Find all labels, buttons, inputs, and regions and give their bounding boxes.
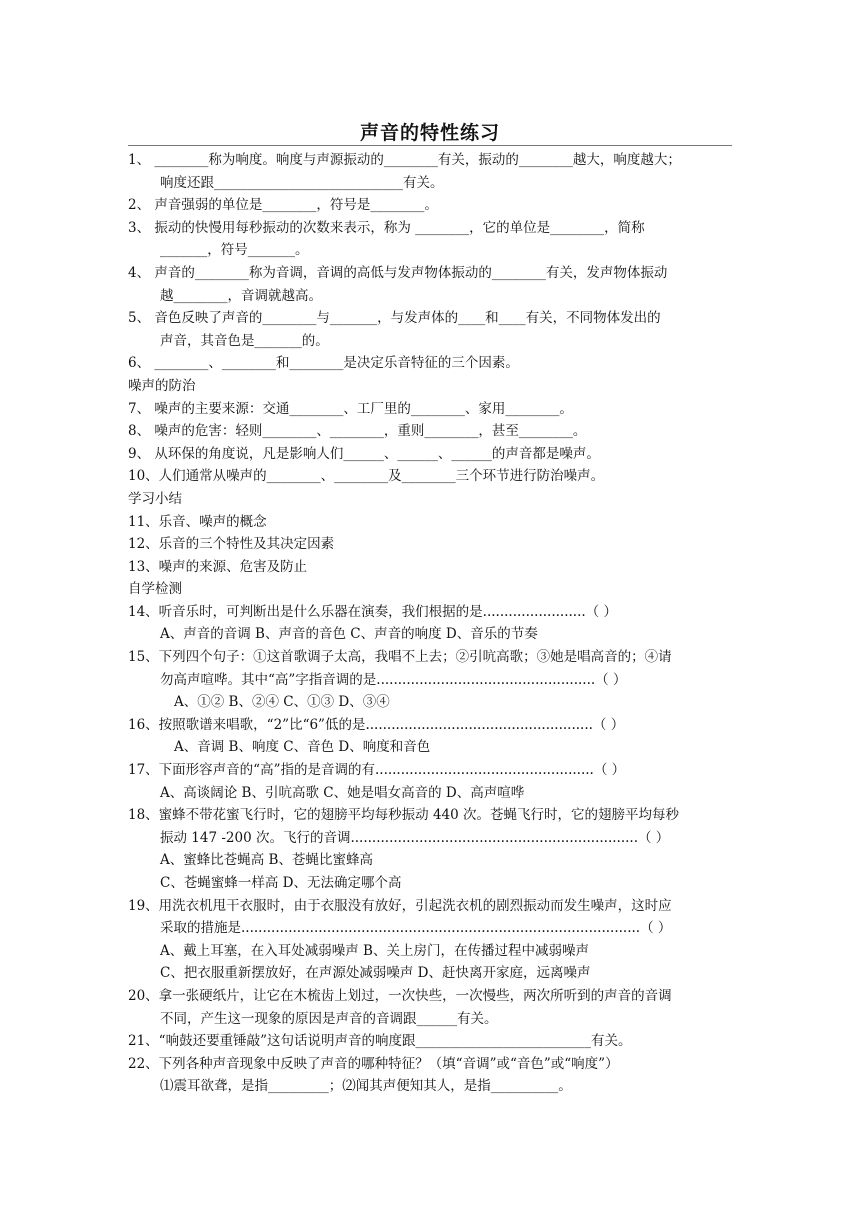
text-line: 12、乐音的三个特性及其决定因素 [128, 536, 335, 553]
text-line: 17、下面形容声音的“高”指的是音调的有...................................................（ ） [128, 762, 626, 779]
text-line: 8、 噪声的危害：轻则________、________，重则________，甚至________。 [128, 423, 587, 440]
text-line: 5、 音色反映了声音的________与_______，与发声体的____和____有关，不同物体发出的 [128, 310, 661, 327]
text-line: A、音调 B、响度 C、音色 D、响度和音色 [174, 739, 431, 756]
text-line: 20、拿一张硬纸片，让它在木梳齿上划过，一次快些，一次慢些，两次所听到的声音的音调 [128, 987, 672, 1004]
text-line: 采取的措施是.............................................................................................（ ） [160, 920, 672, 937]
text-line: 1、 ________称为响度。响度与声源振动的________有关，振动的________越大，响度越大； [128, 152, 681, 168]
text-line: _______，符号_______。 [160, 242, 309, 259]
page-title: 声音的特性练习 [359, 122, 500, 144]
text-line: 6、 ________、________和________是决定乐音特征的三个因素。 [128, 355, 519, 372]
text-line: 14、听音乐时，可判断出是什么乐器在演奏，我们根据的是........................（ ） [128, 603, 617, 620]
text-line: 振动 147 -200 次。飞行的音调...................................................................（ ） [160, 829, 670, 846]
text-line: 噪声的防治 [128, 377, 196, 394]
text-line: 不同，产生这一现象的原因是声音的音调跟______有关。 [160, 1010, 498, 1027]
text-line: 11、乐音、噪声的概念 [128, 513, 267, 530]
text-line: 勿高声喧哗。其中“高”字指音调的是...................................................（ ） [160, 671, 627, 688]
text-line: A、①② B、②④ C、①③ D、③④ [174, 694, 390, 711]
text-line: C、把衣服重新摆放好，在声源处减弱噪声 D、赶快离开家庭，远离噪声 [160, 965, 591, 982]
text-line: 18、蜜蜂不带花蜜飞行时，它的翅膀平均每秒振动 440 次。苍蝇飞行时，它的翅膀平均每秒 [128, 807, 680, 824]
text-line: A、戴上耳塞，在入耳处减弱噪声 B、关上房门，在传播过程中减弱噪声 [160, 942, 589, 959]
text-line: A、高谈阔论 B、引吭高歌 C、她是唱女高音的 D、高声喧哗 [160, 784, 525, 801]
text-line: C、苍蝇蜜蜂一样高 D、无法确定哪个高 [160, 875, 402, 891]
text-line: 9、 从环保的角度说，凡是影响人们______、______、______的声音都是噪声。 [128, 445, 600, 462]
text-line: 10、人们通常从噪声的________、________及________三个环节进行防治噪声。 [128, 468, 605, 485]
text-line: 16、按照歌谱来唱歌，“2”比“6”低的是.....................................................（ ） [128, 716, 625, 733]
text-line: 响度还跟____________________________有关。 [160, 174, 444, 191]
text-line: 13、噪声的来源、危害及防止 [128, 558, 308, 575]
text-line: 自学检测 [128, 581, 182, 598]
text-line: 2、 声音强弱的单位是________，符号是________。 [128, 197, 438, 214]
worksheet-body [128, 149, 732, 1098]
title-divider [128, 145, 732, 146]
text-line: 22、下列各种声音现象中反映了声音的哪种特征？（填“音调”或“音色”或“响度”） [128, 1055, 619, 1072]
text-line: 15、下列四个句子：①这首歌调子太高，我唱不上去；②引吭高歌；③她是唱高音的；④请 [128, 649, 672, 666]
text-line: 3、 振动的快慢用每秒振动的次数来表示，称为 ________，它的单位是________，简称 [128, 219, 645, 236]
text-line: 7、 噪声的主要来源：交通________、工厂里的________、家用________。 [128, 400, 573, 417]
text-line: 声音，其音色是_______的。 [160, 332, 329, 349]
text-line: 学习小结 [128, 490, 182, 507]
text-line: A、蜜蜂比苍蝇高 B、苍蝇比蜜蜂高 [160, 852, 373, 869]
text-line: 19、用洗衣机甩干衣服时，由于衣服没有放好，引起洗衣机的剧烈振动而发生噪声，这时应 [128, 897, 672, 914]
text-line: 4、 声音的________称为音调，音调的高低与发声物体振动的________有关，发声物体振动 [128, 264, 668, 281]
text-line: 21、“响鼓还要重锤敲”这句话说明声音的响度跟__________________________有关。 [128, 1033, 632, 1050]
text-line: A、声音的音调 B、声音的音色 C、声音的响度 D、音乐的节奏 [160, 626, 538, 643]
text-line: 越________，音调就越高。 [160, 287, 322, 304]
text-line: ⑴震耳欲聋，是指_________；⑵闻其声便知其人，是指__________。 [160, 1078, 572, 1095]
